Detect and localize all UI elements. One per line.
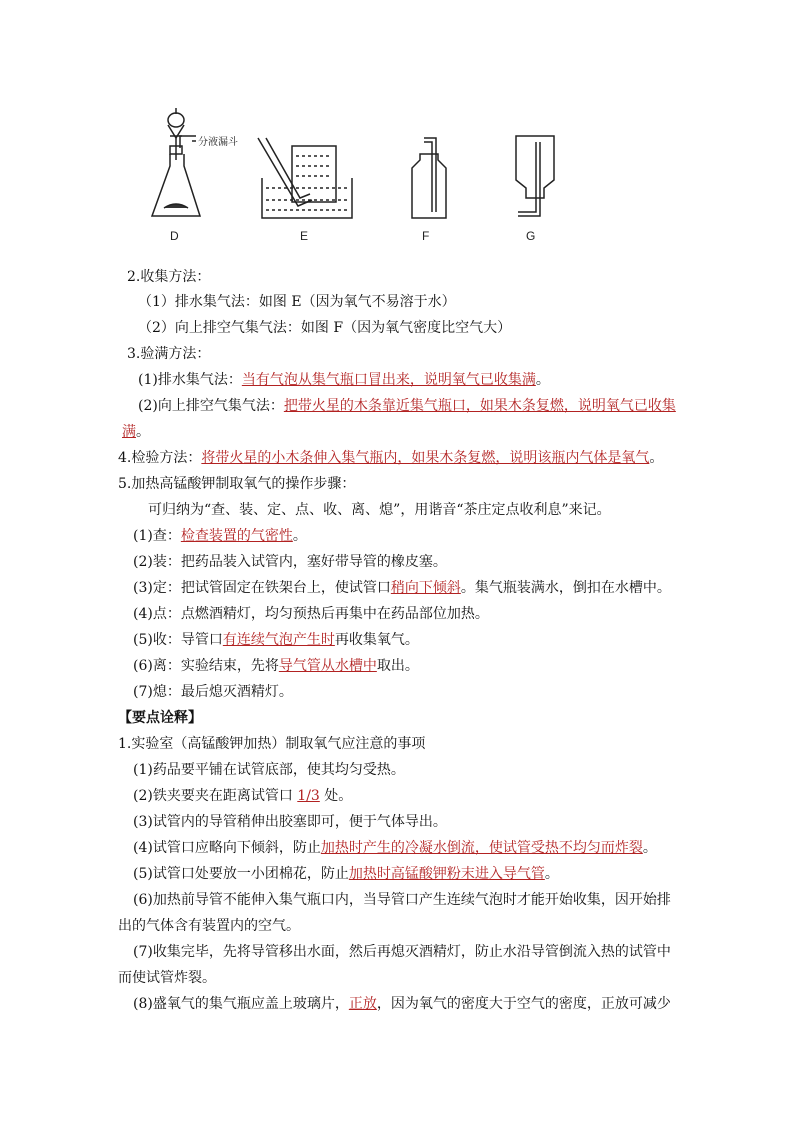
text-segment: 。: [544, 866, 559, 882]
text-line: [133, 786, 352, 806]
text-segment: 处。: [319, 788, 353, 804]
text-line: [133, 604, 489, 624]
text-segment: 。集气瓶装满水，倒扣在水槽中。: [460, 580, 671, 596]
text-segment: ，因为氧气的密度大于空气的密度，正放可减少: [376, 996, 671, 1012]
text-line: [118, 916, 300, 936]
text-segment: 可归纳为“查、装、定、点、收、离、熄”，用谐音“茶庄定点收利息”来记。: [148, 502, 611, 518]
text-segment: (6)加热前导管不能伸入集气瓶口内，当导管口产生连续气泡时才能开始收集，因开始排: [133, 892, 671, 908]
apparatus-f-jar-icon: [412, 138, 446, 218]
text-segment: (5)试管口处要放一小团棉花，防止: [133, 866, 349, 882]
text-segment: (3)试管内的导管稍伸出胶塞即可，便于气体导出。: [133, 814, 447, 830]
text-line: [118, 448, 663, 468]
text-segment: （2）向上排空气集气法：如图 F（因为氧气密度比空气大）: [138, 320, 512, 336]
text-segment: (4)点：点燃酒精灯，均匀预热后再集中在药品部位加热。: [133, 606, 489, 622]
text-line: [133, 942, 671, 962]
text-line: [133, 812, 447, 832]
text-segment: (4)试管口应略向下倾斜，防止: [133, 840, 321, 856]
text-segment: 1.实验室（高锰酸钾加热）制取氧气应注意的事项: [118, 736, 426, 752]
text-line: [148, 500, 611, 520]
text-line: [133, 994, 671, 1014]
text-line: [118, 968, 216, 988]
text-segment: 而使试管炸裂。: [118, 970, 216, 986]
text-line: [133, 578, 671, 598]
text-segment: (1)查：: [133, 528, 181, 544]
text-segment: (2)铁夹要夹在距离试管口: [133, 788, 298, 804]
highlighted-answer-text: 导气管从水槽中: [278, 658, 377, 674]
text-line: [127, 344, 210, 364]
highlighted-answer-text: 当有气泡从集气瓶口冒出来，说明氧气已收集满: [241, 372, 536, 388]
text-segment: (6)离：实验结束，先将: [133, 658, 279, 674]
highlighted-answer-text: 将带火星的小木条伸入集气瓶内，如果木条复燃，说明该瓶内气体是氧气: [201, 450, 650, 466]
text-segment: (7)熄：最后熄灭酒精灯。: [133, 684, 293, 700]
text-line: [138, 318, 511, 338]
text-line: [133, 656, 419, 676]
text-line: [122, 422, 150, 442]
text-segment: 。: [535, 372, 550, 388]
highlighted-answer-text: 加热时高锰酸钾粉末进入导气管: [348, 866, 545, 882]
text-line: [133, 760, 405, 780]
text-segment: 3.验满方法：: [127, 346, 211, 362]
apparatus-d-flask-icon: [152, 108, 200, 216]
text-segment: (2)向上排空气集气法：: [138, 398, 284, 414]
text-line: [133, 864, 559, 884]
text-segment: （1）排水集气法：如图 E（因为氧气不易溶于水）: [138, 294, 456, 310]
text-line: [133, 838, 657, 858]
text-line: [118, 708, 202, 728]
text-line: [118, 734, 425, 754]
text-segment: (2)装：把药品装入试管内，塞好带导管的橡皮塞。: [133, 554, 447, 570]
highlighted-answer-text: 1/3: [297, 788, 320, 804]
text-segment: 取出。: [376, 658, 419, 674]
highlighted-answer-text: 加热时产生的冷凝水倒流，使试管受热不均匀而炸裂: [320, 840, 643, 856]
apparatus-figure: [140, 108, 660, 248]
text-line: [133, 682, 293, 702]
highlighted-answer-text: 正放: [348, 996, 377, 1012]
highlighted-answer-text: 满: [122, 424, 136, 440]
figure-label-e: E: [300, 229, 309, 243]
funnel-label: 分液漏斗: [198, 137, 238, 148]
text-segment: 。: [649, 450, 664, 466]
text-segment: 4.检验方法：: [118, 450, 202, 466]
text-segment: 2.收集方法：: [127, 269, 211, 285]
text-segment: 。: [136, 424, 150, 440]
text-segment: 。: [292, 528, 307, 544]
text-segment: 5.加热高锰酸钾制取氧气的操作步骤：: [118, 476, 356, 492]
section-heading: 【要点诠释】: [118, 710, 202, 726]
highlighted-answer-text: 稍向下倾斜: [390, 580, 461, 596]
text-segment: (7)收集完毕，先将导管移出水面，然后再熄灭酒精灯，防止水沿导管倒流入热的试管中: [133, 944, 671, 960]
highlighted-answer-text: 有连续气泡产生时: [222, 632, 335, 648]
text-segment: 出的气体含有装置内的空气。: [118, 918, 300, 934]
text-segment: 。: [642, 840, 657, 856]
apparatus-g-jar-icon: [516, 136, 554, 216]
text-line: [133, 552, 447, 572]
text-segment: (3)定：把试管固定在铁架台上，使试管口: [133, 580, 391, 596]
text-segment: (5)收：导管口: [133, 632, 223, 648]
text-line: [133, 526, 307, 546]
text-line: [133, 890, 671, 910]
figure-label-d: D: [170, 229, 179, 243]
text-segment: (1)排水集气法：: [138, 372, 242, 388]
text-line: [127, 267, 210, 287]
text-segment: (8)盛氧气的集气瓶应盖上玻璃片，: [133, 996, 349, 1012]
text-segment: 再收集氧气。: [334, 632, 419, 648]
text-line: [118, 474, 355, 494]
figure-label-g: G: [526, 229, 536, 243]
text-segment: (1)药品要平铺在试管底部，使其均匀受热。: [133, 762, 405, 778]
text-line: [133, 630, 419, 650]
text-line: [138, 396, 676, 416]
highlighted-answer-text: 把带火星的木条靠近集气瓶口，如果木条复燃，说明氧气已收集: [283, 398, 676, 414]
figure-label-f: F: [422, 229, 430, 243]
text-line: [138, 292, 456, 312]
text-line: [138, 370, 550, 390]
apparatus-e-trough-icon: [258, 138, 352, 218]
highlighted-answer-text: 检查装置的气密性: [180, 528, 293, 544]
